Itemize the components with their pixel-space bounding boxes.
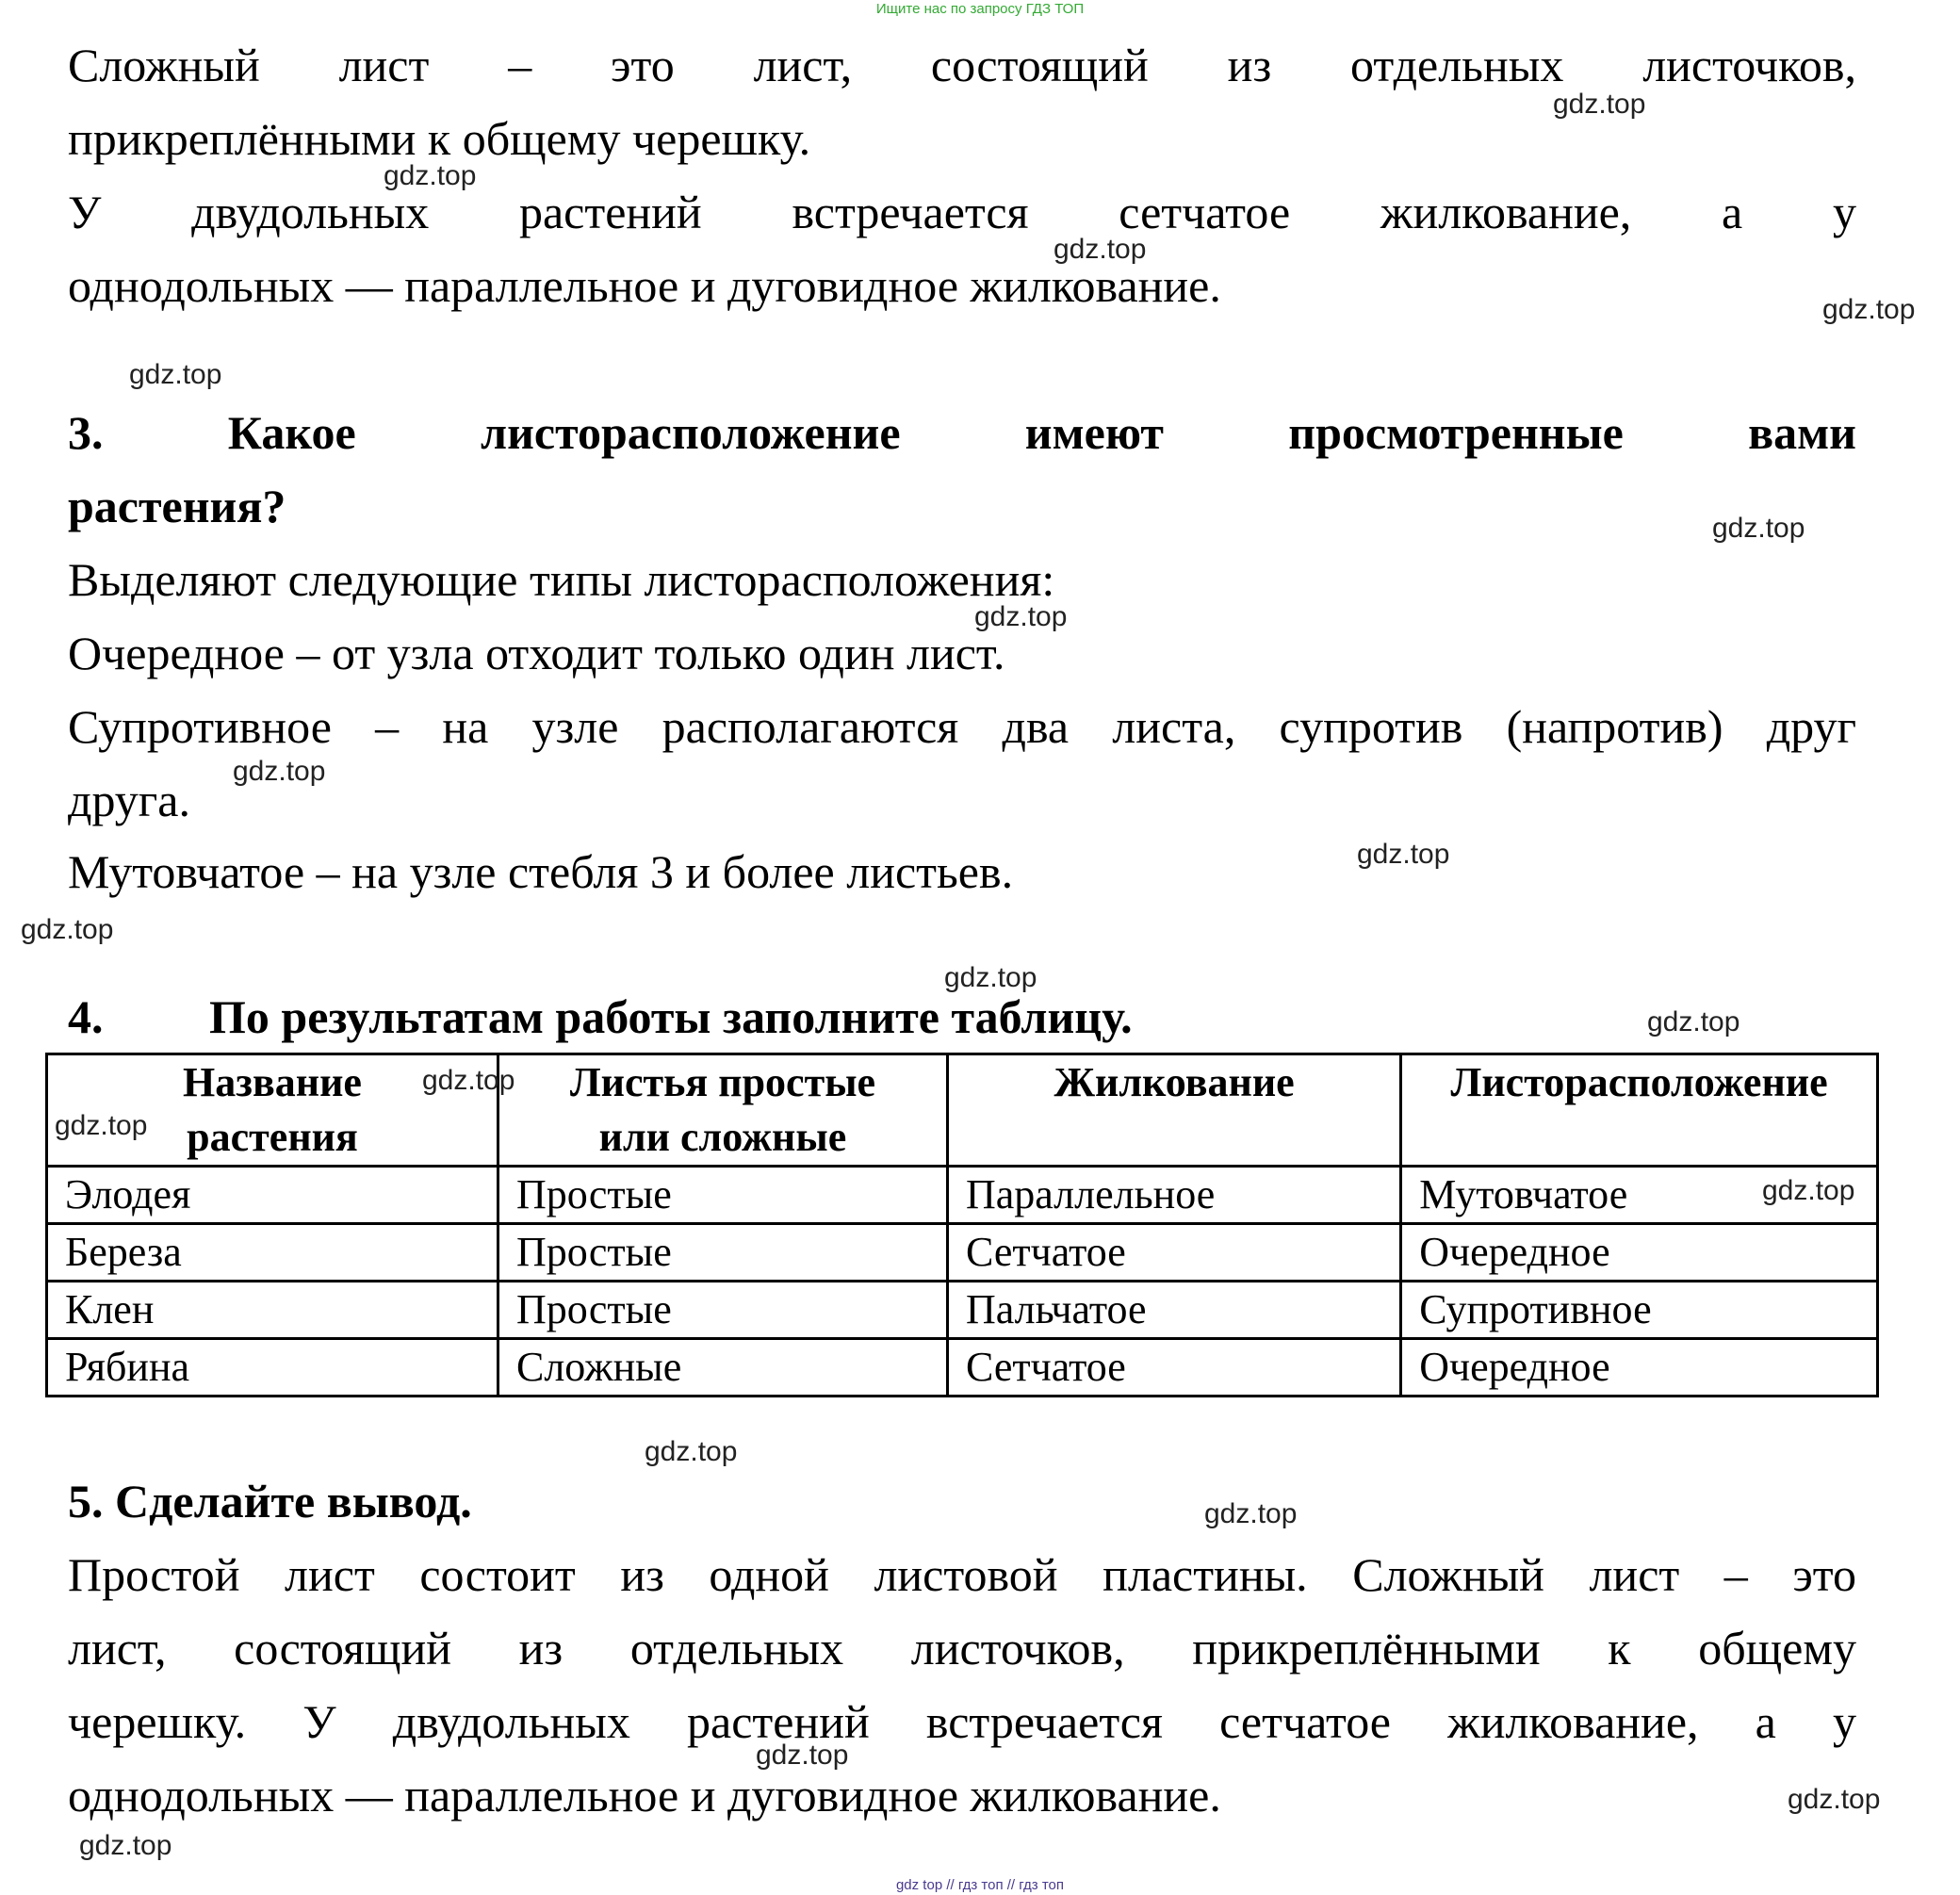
watermark: gdz.top — [756, 1740, 849, 1771]
table-cell: Береза — [47, 1224, 498, 1282]
table-cell: Сложные — [498, 1339, 948, 1397]
table-row — [47, 1282, 1878, 1339]
answer-3-opposite-line1: Супротивное – на узле располагаются два листа, супротив (напротив) друг — [68, 700, 1856, 753]
watermark: gdz.top — [1822, 294, 1916, 325]
watermark: gdz.top — [974, 601, 1068, 632]
table-cell: Клен — [47, 1282, 498, 1339]
watermark: gdz.top — [55, 1110, 148, 1141]
para2-line2: однодольных — параллельное и дуговидное жилкование. — [68, 259, 1221, 312]
watermark: gdz.top — [1054, 234, 1147, 265]
para2-line1: У двудольных растений встречается сетчатое жилкование, а у — [68, 186, 1856, 238]
watermark: gdz.top — [129, 359, 222, 390]
answer-3-opposite-line2: друга. — [68, 774, 190, 826]
top-banner: Ищите нас по запросу ГДЗ ТОП — [875, 1, 1085, 17]
watermark: gdz.top — [645, 1436, 738, 1467]
table-row — [47, 1224, 1878, 1282]
table-cell: Параллельное — [947, 1167, 1400, 1224]
question-5: 5. Сделайте вывод. — [68, 1475, 472, 1527]
watermark: gdz.top — [1788, 1784, 1881, 1815]
table-cell: Сетчатое — [947, 1224, 1400, 1282]
question-4-text: По результатам работы заполните таблицу. — [209, 990, 1133, 1043]
table-cell: Элодея — [47, 1167, 498, 1224]
table-cell: Простые — [498, 1282, 948, 1339]
table-cell: Очередное — [1401, 1224, 1878, 1282]
question-3-line1: 3. Какое листорасположение имеют просмотренные вами — [68, 406, 1856, 459]
para1-line1: Сложный лист – это лист, состоящий из отдельных листочков, — [68, 39, 1856, 91]
watermark: gdz.top — [422, 1065, 515, 1096]
watermark: gdz.top — [1357, 839, 1450, 870]
watermark: gdz.top — [1762, 1175, 1855, 1206]
table-cell: Супротивное — [1401, 1282, 1878, 1339]
conclusion-line1: Простой лист состоит из одной листовой пластины. Сложный лист – это — [68, 1548, 1856, 1601]
table-cell: Простые — [498, 1224, 948, 1282]
table-cell: Пальчатое — [947, 1282, 1400, 1339]
conclusion-line2: лист, состоящий из отдельных листочков, прикреплёнными к общему — [68, 1622, 1856, 1674]
watermark: gdz.top — [384, 160, 477, 191]
watermark: gdz.top — [1712, 513, 1805, 544]
para1-line2: прикреплёнными к общему черешку. — [68, 112, 811, 165]
header-venation: Жилкование — [947, 1054, 1400, 1167]
watermark: gdz.top — [1553, 89, 1646, 120]
watermark: gdz.top — [21, 914, 114, 945]
answer-3-whorled: Мутовчатое – на узле стебля 3 и более листьев. — [68, 845, 1014, 898]
conclusion-line4: однодольных — параллельное и дуговидное жилкование. — [68, 1769, 1221, 1821]
table-cell: Простые — [498, 1167, 948, 1224]
watermark: gdz.top — [1204, 1498, 1298, 1529]
answer-3-alternate: Очередное – от узла отходит только один лист. — [68, 627, 1005, 679]
header-leaf-arrangement: Листорасположение — [1401, 1054, 1878, 1167]
results-table — [45, 1053, 1879, 1397]
table-cell: Рябина — [47, 1339, 498, 1397]
table-header-row — [47, 1054, 1878, 1167]
watermark: gdz.top — [79, 1830, 172, 1861]
answer-3-intro: Выделяют следующие типы листорасположения: — [68, 553, 1055, 606]
question-3-line2: растения? — [68, 480, 286, 532]
table-cell: Мутовчатое — [1401, 1167, 1878, 1224]
table-cell: Сетчатое — [947, 1339, 1400, 1397]
header-plant-name: Название растения — [47, 1054, 498, 1167]
footer: gdz top // гдз топ // гдз топ — [895, 1877, 1065, 1893]
watermark: gdz.top — [944, 962, 1037, 993]
watermark: gdz.top — [233, 756, 326, 787]
conclusion-line3: черешку. У двудольных растений встречается сетчатое жилкование, а у — [68, 1695, 1856, 1748]
watermark: gdz.top — [1647, 1006, 1740, 1037]
question-4-number: 4. — [68, 990, 104, 1043]
table-cell: Очередное — [1401, 1339, 1878, 1397]
header-leaf-type: Листья простые или сложные — [498, 1054, 948, 1167]
table-row — [47, 1167, 1878, 1224]
table-row — [47, 1339, 1878, 1397]
